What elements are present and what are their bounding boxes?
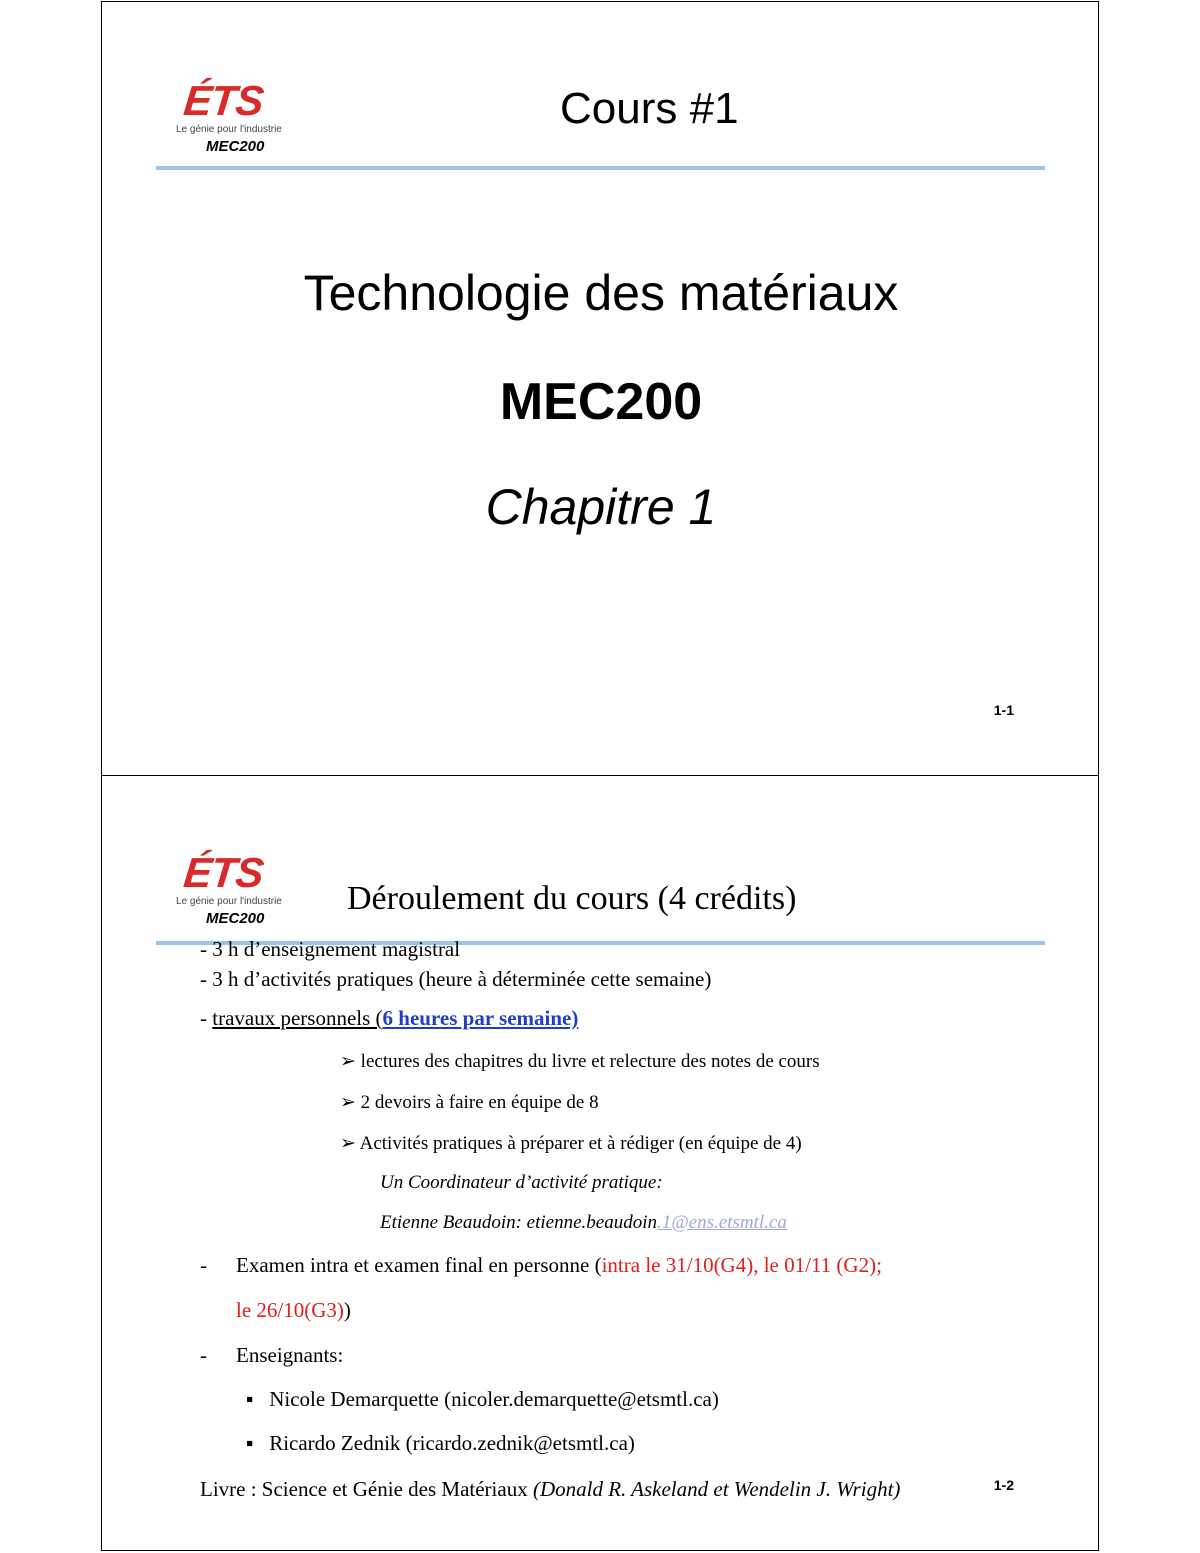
exam-info-cont xyxy=(236,1298,351,1323)
textbook-authors: (Donald R. Askeland et Wendelin J. Wright) xyxy=(532,1477,901,1501)
arrow-bullet-icon: ➢ xyxy=(340,1051,356,1072)
exam-dates: intra le 31/10(G4), le 01/11 (G2); xyxy=(601,1253,882,1277)
bullet-item xyxy=(340,1132,802,1155)
personal-work-prefix: - xyxy=(200,1006,213,1030)
exam-dash: - xyxy=(200,1253,207,1277)
header-rule xyxy=(156,166,1045,170)
ets-logo-mark: ÉTS xyxy=(181,77,266,124)
textbook-title: Livre : Science et Génie des Matériaux xyxy=(200,1477,533,1501)
course-code-label: MEC200 xyxy=(206,138,265,155)
exam-suffix: ) xyxy=(343,1298,351,1322)
arrow-bullet-icon: ➢ xyxy=(340,1133,356,1154)
coordinator-contact xyxy=(380,1212,787,1234)
ets-logo-tagline: Le génie pour l'industrie xyxy=(176,124,282,135)
course-code-label: MEC200 xyxy=(206,910,265,927)
slide-title: Déroulement du cours (4 crédits) xyxy=(347,880,797,917)
course-code-title: MEC200 xyxy=(499,373,703,431)
ets-logo xyxy=(174,849,282,942)
personal-work xyxy=(200,1006,578,1031)
bullet-text: lectures des chapitres du livre et relecture des notes de cours xyxy=(360,1051,820,1072)
slide-title: Technologie des matériaux xyxy=(303,265,899,321)
bullet-text: Activités pratiques à préparer et à rédiger (en équipe de 4) xyxy=(359,1133,802,1154)
coordinator-email-link[interactable]: .1@ens.etsmtl.ca xyxy=(657,1212,787,1233)
square-bullet-icon: ▪ xyxy=(246,1431,254,1455)
teacher-text: Nicole Demarquette (nicoler.demarquette@etsmtl.ca) xyxy=(269,1387,719,1411)
practical-hours: - 3 h d’activités pratiques (heure à déterminée cette semaine) xyxy=(200,967,712,991)
teachers-label: Enseignants: xyxy=(236,1343,344,1367)
slide-1 xyxy=(101,1,1099,776)
slide-2 xyxy=(101,775,1099,1551)
coordinator-label: Un Coordinateur d’activité pratique: xyxy=(380,1172,663,1193)
coordinator-name: Etienne Beaudoin: etienne.beaudoin xyxy=(380,1212,657,1233)
square-bullet-icon: ▪ xyxy=(246,1387,254,1411)
ets-logo xyxy=(174,77,282,170)
page-number: 1-1 xyxy=(993,702,1014,718)
bullet-item xyxy=(340,1050,820,1073)
chapter-title: Chapitre 1 xyxy=(485,479,717,535)
teachers-dash: - xyxy=(200,1343,207,1367)
exam-prefix: Examen intra et examen final en personne ( xyxy=(236,1253,602,1277)
page-number: 1-2 xyxy=(993,1477,1014,1493)
exam-info xyxy=(236,1253,882,1278)
bullet-text: 2 devoirs à faire en équipe de 8 xyxy=(360,1092,599,1113)
textbook-reference xyxy=(200,1477,900,1502)
personal-work-label: travaux personnels ( xyxy=(212,1006,383,1030)
teacher-text: Ricardo Zednik (ricardo.zednik@etsmtl.ca) xyxy=(269,1431,635,1455)
teacher-item xyxy=(246,1431,635,1456)
arrow-bullet-icon: ➢ xyxy=(340,1092,356,1113)
lecture-hours: - 3 h d’enseignement magistral xyxy=(200,937,461,961)
teacher-item xyxy=(246,1387,719,1412)
exam-date-g3: le 26/10(G3) xyxy=(236,1298,344,1322)
ets-logo-mark: ÉTS xyxy=(181,849,266,896)
bullet-item xyxy=(340,1091,599,1114)
slide-header: Cours #1 xyxy=(560,84,739,133)
personal-work-hours: 6 heures par semaine) xyxy=(382,1006,579,1030)
ets-logo-tagline: Le génie pour l'industrie xyxy=(176,896,282,907)
